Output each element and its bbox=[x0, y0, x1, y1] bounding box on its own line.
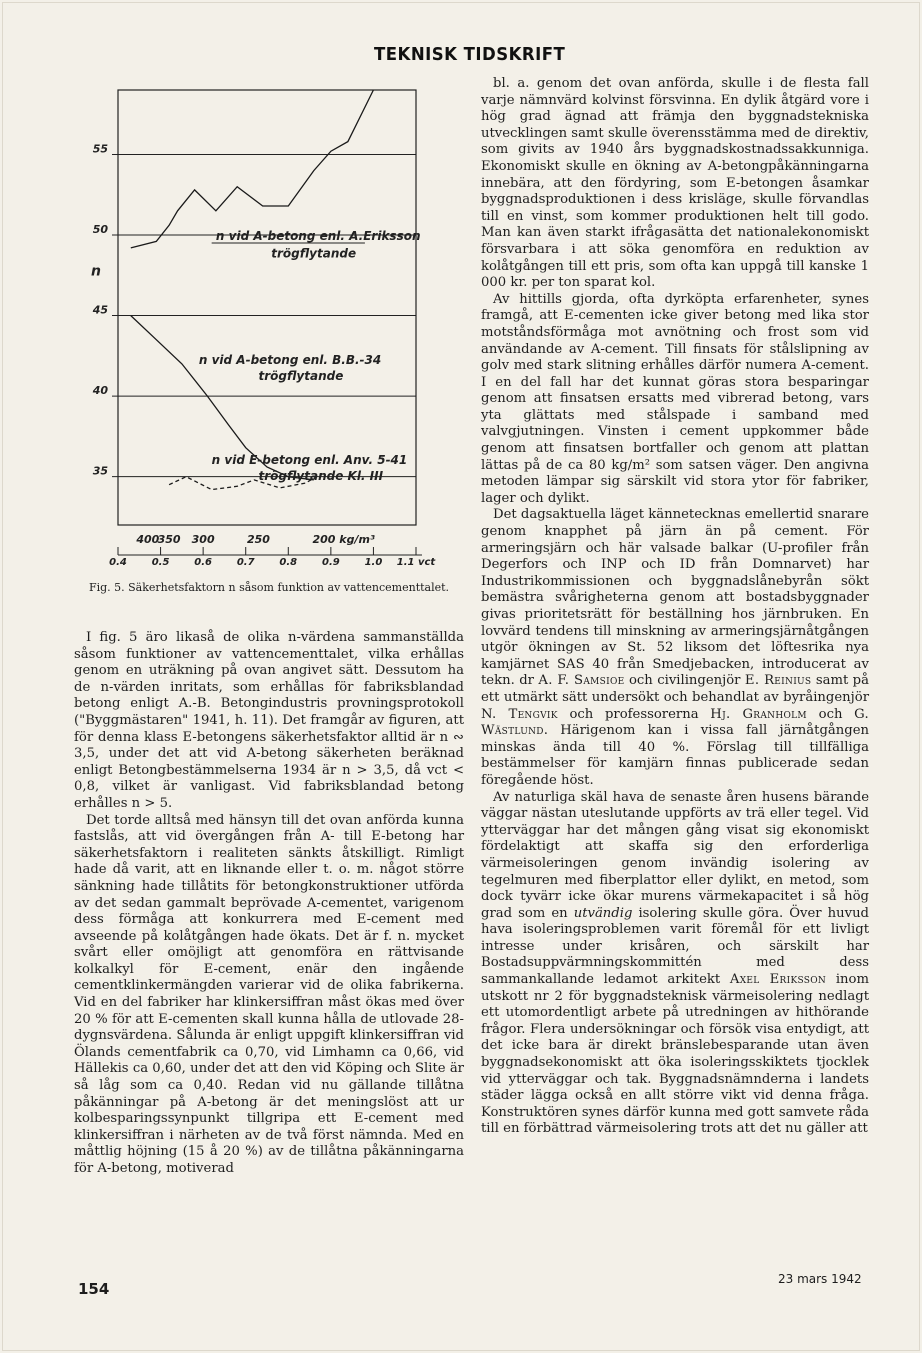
name-tengvik: N. Tengvik bbox=[481, 706, 558, 722]
figure-caption-text: Säkerhetsfaktorn n såsom funktion av vattencementtalet. bbox=[128, 581, 450, 594]
name-wastlund: G. Wästlund bbox=[481, 706, 869, 739]
left-column bbox=[74, 630, 464, 1178]
x-tick-label: 0.7 bbox=[236, 557, 255, 568]
journal-masthead: TEKNISK TIDSKRIFT bbox=[374, 44, 566, 65]
y-tick-label: 40 bbox=[92, 384, 108, 398]
p3-text-a: Det dagsaktuella läget kännetecknas emellertid snarare genom knapphet på järn än på cement. För armeringsjärn och här valsade balkar (U-profiler från Degerfors och INP och ID från Domnarvet) har Industrikommissionen och byggnadslånebyrån sökt bemästra svårigheterna genom att bostadsbyggnader givas prioritetsrätt för beställning hos järnbruken. En lovvärd tendens till minskning av armeringsjärnåtgången utgör ökningen av St. 52 liksom det löftesrika nya kamjärnet SAS 40 från Smedjebacken, introducerat av tekn. dr bbox=[481, 507, 869, 689]
x-tick-label: 0.6 bbox=[194, 557, 213, 568]
y-tick-label: 55 bbox=[92, 142, 108, 156]
x-tick-label: 0.8 bbox=[279, 557, 298, 568]
secondary-tick-label: 300 bbox=[191, 533, 215, 546]
right-paragraph-4 bbox=[481, 790, 869, 1138]
chart-annotation: trögflytande bbox=[258, 369, 344, 383]
chart-annotation: trögflytande Kl. III bbox=[258, 468, 384, 483]
name-reinius: E. Reinius bbox=[744, 673, 812, 689]
secondary-tick-label: 200 kg/m³ bbox=[312, 533, 375, 546]
y-axis-label: n bbox=[91, 263, 101, 280]
chart-svg bbox=[80, 80, 440, 570]
p3-text-d: och professorerna bbox=[557, 706, 711, 722]
p3-text-e: och bbox=[806, 706, 855, 722]
issue-date: 23 mars 1942 bbox=[778, 1272, 862, 1286]
right-column bbox=[481, 76, 869, 1138]
left-paragraph-1: I fig. 5 äro likaså de olika n-värdena sammanställda såsom funktioner av vattencementtalet, vilka erhållas genom en uträkning på ovan angivet sätt. Dessutom ha de n-värden inritats, som erhållas för fabriksblandad betong enligt A.-B. Betongindustris provningsprotokoll ("Byggmästaren" 1941, h. 11). Det framgår av figuren, att för denna klass E-betongens säkerhetsfaktor alltid är n ∾ 3,5, under det att vid A-betong säkerheten beräknad enligt Betongbestämmelserna 1934 är n > 3,5, då vct < 0,8, vilket är vanligast. Vid fabriksblandad betong erhålles n > 5. bbox=[74, 630, 464, 811]
p3-text-c: samt på ett utmärkt sätt undersökt och behandlat av byråingenjör bbox=[481, 673, 869, 705]
p3-text-f: . Härigenom kan i vissa fall järnåtgången minskas ända till 40 %. Förslag till tillfälliga bestämmelser för kamjärn finnas publicerade sedan föregående höst. bbox=[481, 723, 869, 788]
x-tick-label: 1.0 bbox=[364, 557, 383, 568]
name-eriksson: Axel Eriksson bbox=[729, 972, 827, 988]
p4-text-a: Av naturliga skäl hava de senaste åren husens bärande väggar nästan uteslutande uppförts av trä eller tegel. Vid ytterväggar har det mången gång visat sig ekonomiskt fördelaktigt att skaffa sig den erforderliga värmeisoleringen genom invändig isolering av tegelmuren med fiberplattor eller dylikt, en metod, som dock tyvärr icke ökar murens värmekapacitet i så hög grad som en bbox=[481, 789, 869, 921]
series-line-1 bbox=[131, 90, 374, 248]
chart-annotation: n vid E-betong enl. Anv. 5-41 bbox=[211, 452, 408, 467]
p4-text-b: isolering skulle göra. Över huvud hava isoleringsproblemen varit föremål för ett livligt intresse under krisåren, och särskilt har Bostadsuppvärmningskommittén med dess sammankallande ledamot arkitekt bbox=[481, 905, 870, 988]
x-tick-label: 0.5 bbox=[151, 557, 170, 568]
p4-text-c: inom utskott nr 2 för byggnadsteknisk värmeisolering nedlagt ett utomordentligt arbete på utredningen av hithörande frågor. Flera undersökningar och försök visa entydigt, att det icke bara är direkt bränslebesparande utan även byggnadsekonomiskt att öka isoleringsskiktets tjocklek vid ytterväggar och tak. Byggnadsnämnderna i landets städer lägga också en allt större vikt vid denna fråga. Konstruktören synes därför kunna med gott samvete råda till en förbättrad värmeisolering trots att det nu gäller att bbox=[481, 972, 870, 1137]
right-paragraph-2: Av hittills gjorda, ofta dyrköpta erfarenheter, synes framgå, att E-cementen icke giver betong med lika stor motståndsförmåga mot avnötning och frost som vid användande av A-cement. Till finsats för stålslipning av golv med stark slitning erhålles därför numera A-cement. I en del fall har det kunnat göras stora besparingar genom att finsatsen ersatts med vibrerad betong, vars yta glättats med stålspade i samband med valvgjutningen. Vinsten i cement uppkommer både genom att finsatsen bortfaller och genom att plattan lättas på de ca 80 kg/m² som satsen väger. Den angivna metoden lämpar sig särskilt vid stora ytor för fabriker, lager och dylikt. bbox=[481, 291, 869, 506]
chart-annotation: trögflytande bbox=[271, 246, 357, 261]
name-granholm: Hj. Granholm bbox=[710, 706, 807, 722]
x-tick-label: 0.9 bbox=[321, 557, 340, 568]
figure-caption-number: Fig. 5. bbox=[88, 581, 125, 594]
secondary-tick-label: 250 bbox=[247, 533, 270, 546]
right-paragraph-3 bbox=[481, 507, 869, 789]
p4-emphasis: utvändig bbox=[573, 905, 633, 921]
secondary-tick-label: 350 bbox=[157, 533, 181, 546]
figure-5 bbox=[80, 80, 440, 570]
page-number: 154 bbox=[78, 1280, 110, 1298]
secondary-tick-label: 400 bbox=[136, 533, 160, 546]
name-samsioe: A. F. Samsioe bbox=[538, 673, 625, 689]
p3-text-b: och civilingenjör bbox=[624, 673, 745, 689]
y-tick-label: 45 bbox=[92, 303, 108, 317]
x-tick-label: 0.4 bbox=[109, 557, 127, 568]
y-tick-label: 35 bbox=[92, 464, 108, 478]
figure-caption bbox=[74, 581, 464, 595]
y-tick-label: 50 bbox=[92, 223, 108, 236]
right-paragraph-1: bl. a. genom det ovan anförda, skulle i de flesta fall varje nämnvärd kolvinst försvinna. En dylik åtgärd vore i hög grad ägnad att främja den byggnadstekniska utvecklingen samt skulle överensstämma med de direktiv, som givits av 1940 års byggnadskostnadssakkunniga. Ekonomiskt skulle en ökning av A-betongpåkänningarna innebära, att den fördyring, som E-betongen åsamkar byggnadsproduktionen i dess krisläge, skulle förvandlas till en vinst, som kommer produktionen helt till godo. Man kan även starkt ifrågasätta det nationalekonomiskt försvarbara i att söka genomföra en reduktion av kolåtgången till ett pris, som ofta kan uppgå till kanske 1 000 kr. per ton sparat kol. bbox=[481, 76, 869, 291]
chart-annotation: n vid A-betong enl. B.B.-34 bbox=[198, 352, 382, 367]
chart-annotation: n vid A-betong enl. A.Eriksson bbox=[215, 228, 421, 243]
left-paragraph-2: Det torde alltså med hänsyn till det ovan anförda kunna fastslås, att vid övergången från A- till E-betong har säkerhetsfaktorn i realiteten sänkts åtskilligt. Rimligt hade då varit, att en liknande eller t. o. m. något större sänkning hade tillåtits för betongkonstruktioner utförda av det sedan gammalt beprövade A-cementet, varigenom dess förmåga att konkurrera med E-cement med avseende på kolåtgången hade ökats. Det är f. n. mycket svårt eller omöjligt att genomföra en rättvisande kolkalkyl för E-cement, enär den ingående cementklinkermängden varierar vid de olika fabrikerna. Vid en del fabriker har klinkersiffran måst ökas med över 20 % för att E-cementen skall kunna hålla de utlovade 28-dygnsvärdena. Sålunda är enligt uppgift klinkersiffran vid Ölands cementfabrik ca 0,70, vid Limhamn ca 0,66, vid Hällekis ca 0,60, under det att den vid Köping och Slite är så låg som ca 0,40. Redan vid nu gällande tillåtna påkänningar på A-betong är det meningslöst att ur kolbesparingssynpunkt tillgripa ett E-cement med klinkersiffran i närheten av de två först nämnda. Med en måttlig höjning (15 å 20 %) av de tillåtna påkänningarna för A-betong, motiverad bbox=[74, 812, 464, 1176]
x-tick-label: 1.1 vct bbox=[396, 557, 436, 568]
